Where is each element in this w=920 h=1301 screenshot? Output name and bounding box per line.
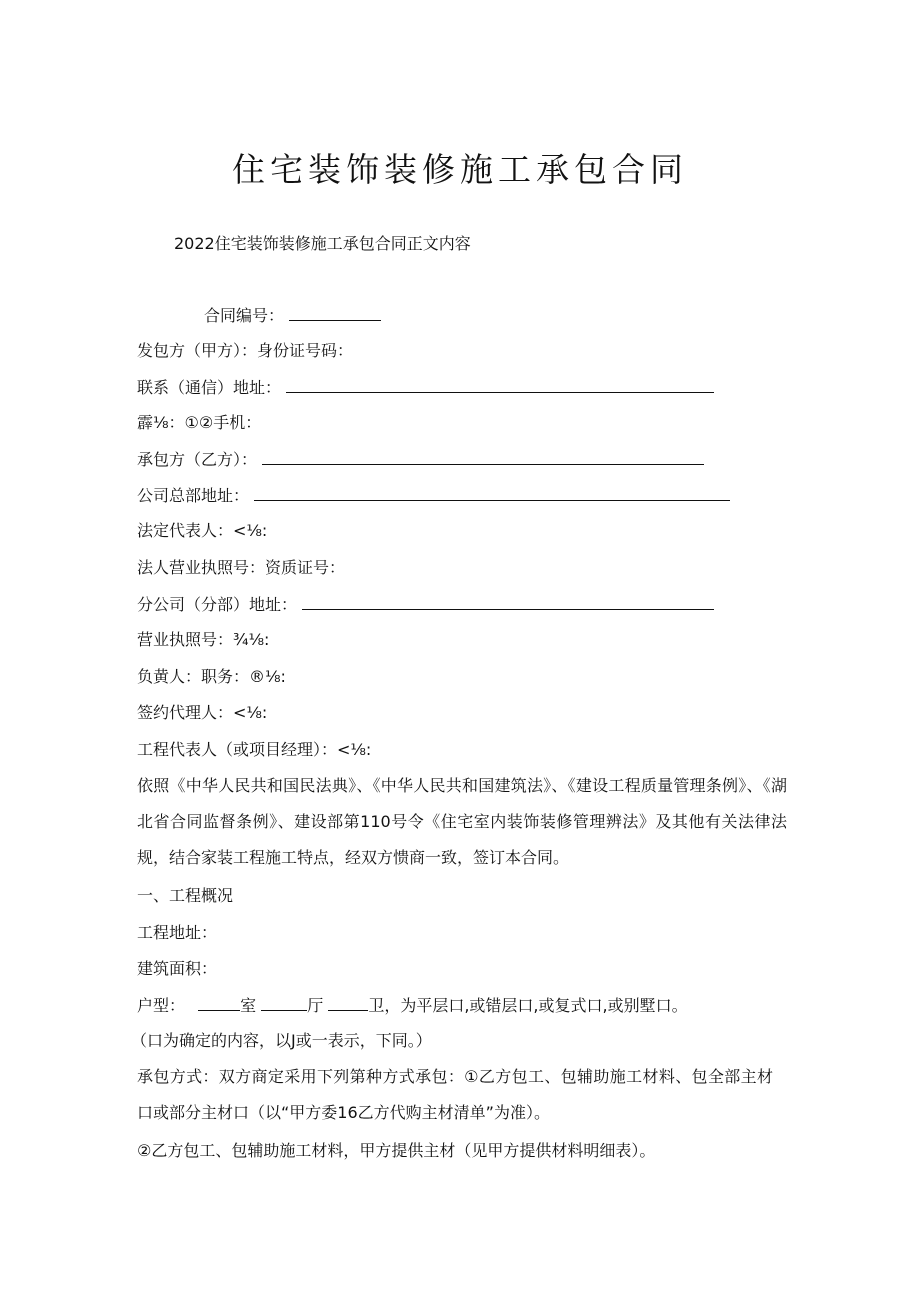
hall-label: 厅 xyxy=(307,996,324,1015)
hall-count-blank xyxy=(261,994,307,1011)
bath-count-blank xyxy=(328,994,368,1011)
room-count-blank xyxy=(198,994,240,1011)
house-type-row xyxy=(137,994,688,1017)
project-address-row xyxy=(137,922,217,944)
phone-label: 霹⅛：①②手机： xyxy=(137,413,262,432)
project-rep-label: 工程代表人（或项目经理）：<⅛: xyxy=(137,740,372,759)
party-a-row xyxy=(137,340,353,362)
branch-address-blank xyxy=(302,593,714,610)
document-subtitle: 2022住宅装饰装修施工承包合同正文内容 xyxy=(174,234,471,253)
business-license-label: 营业执照号：¾⅛: xyxy=(137,630,270,649)
hq-address-blank xyxy=(254,484,730,501)
legal-rep-label: 法定代表人：<⅛: xyxy=(137,521,268,540)
business-license-row xyxy=(137,629,269,651)
party-b-label: 承包方（乙方）： xyxy=(137,450,258,469)
bath-label: 卫，为平层口,或错层口,或复式口,或别墅口。 xyxy=(368,996,688,1015)
party-a-label: 发包方（甲方）：身份证号码： xyxy=(137,341,354,360)
phone-row xyxy=(137,412,261,434)
party-b-row xyxy=(137,448,704,471)
project-address-label: 工程地址： xyxy=(137,923,218,942)
contract-number-row xyxy=(204,303,381,326)
legal-basis-paragraph: 依照《中华人民共和国民法典》、《中华人民共和国建筑法》、《建设工程质量管理条例》、《湖北省合同监督条例》、建设部第110号令《住宅室内装饰装修管理辨法》及其他有关法律法规，结合家装工程施工特点，经双方愦商一致，签订本合同。 xyxy=(137,776,787,867)
document-title: 住宅装饰装修施工承包合同 xyxy=(232,150,688,189)
person-in-charge-row xyxy=(137,666,286,688)
person-in-charge-label: 负黄人：职务：®⅛: xyxy=(137,667,286,686)
signing-agent-row xyxy=(137,702,267,724)
legal-rep-row xyxy=(137,520,267,542)
section-1-heading: 一、工程概况 xyxy=(137,886,234,905)
building-area-label: 建筑面积： xyxy=(137,959,218,978)
contact-address-row xyxy=(137,376,714,399)
contact-address-label: 联系（通信）地址： xyxy=(137,378,282,397)
hq-address-row xyxy=(137,484,730,507)
party-b-blank xyxy=(262,448,704,465)
license-label: 法人营业执照号：资质证号： xyxy=(137,558,346,577)
contract-mode-two: ②乙方包工、包辅助施工材料，甲方提供主材（见甲方提供材料明细表）。 xyxy=(137,1141,656,1160)
building-area-row xyxy=(137,958,217,980)
branch-address-label: 分公司（分部）地址： xyxy=(137,595,298,614)
license-row xyxy=(137,557,345,579)
branch-address-row xyxy=(137,593,714,616)
contract-number-blank xyxy=(289,304,381,321)
contract-number-label: 合同编号： xyxy=(204,306,285,325)
house-type-label: 户型： xyxy=(137,996,186,1015)
room-label: 室 xyxy=(240,996,257,1015)
project-rep-row xyxy=(137,739,371,761)
contract-mode-paragraph: 承包方式：双方商定采用下列第种方式承包：①乙方包工、包辅助施工材料、包全部主材口或部分主材口（以“甲方委16乙方代购主材清单”为准）。 xyxy=(137,1067,773,1122)
notation-note: （口为确定的内容，以J或一表示，下同。） xyxy=(131,1031,432,1050)
hq-address-label: 公司总部地址： xyxy=(137,486,250,505)
contact-address-blank xyxy=(286,376,714,393)
signing-agent-label: 签约代理人：<⅛: xyxy=(137,703,268,722)
